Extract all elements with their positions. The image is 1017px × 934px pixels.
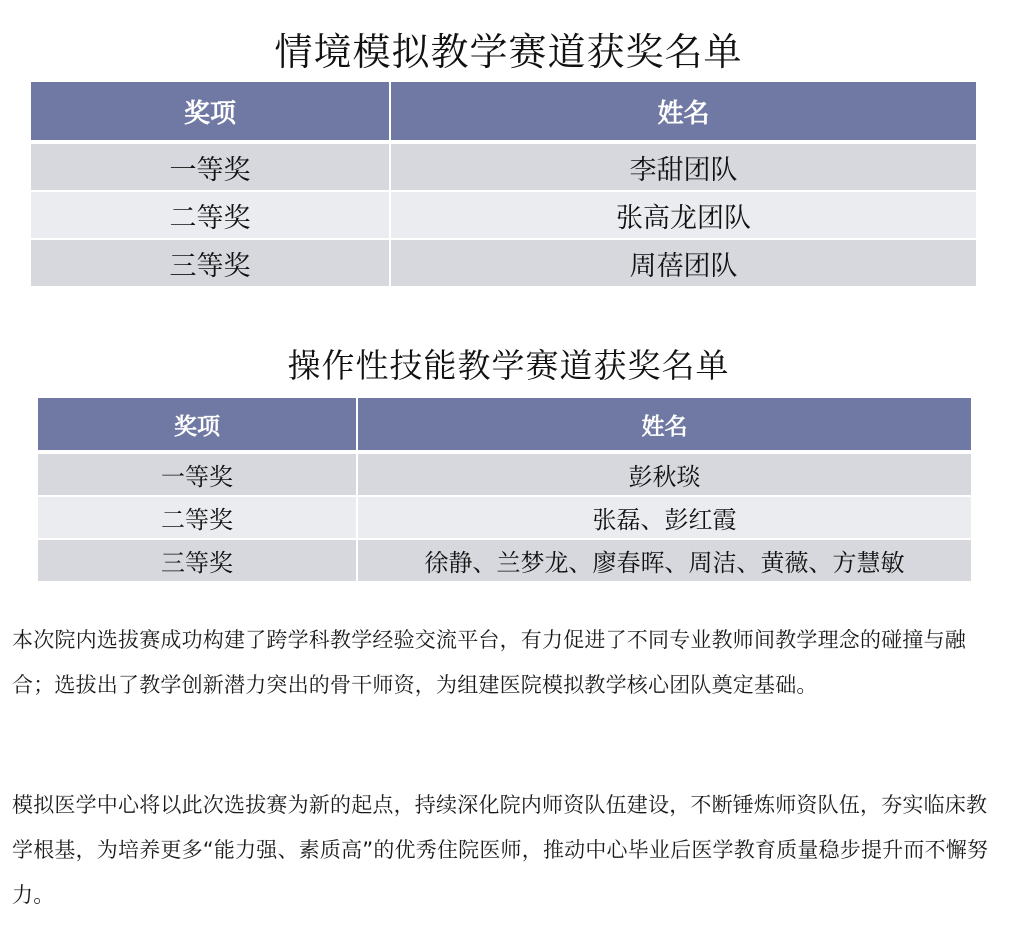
table-title-procedural: 操作性技能教学赛道获奖名单 <box>287 346 730 385</box>
header-name: 姓名 <box>389 82 976 140</box>
name-cell: 周蓓团队 <box>389 238 976 286</box>
table-title-situational: 情境模拟教学赛道获奖名单 <box>274 30 743 74</box>
table-row <box>38 450 971 495</box>
award-cell: 一等奖 <box>31 140 389 190</box>
table-row <box>31 190 976 238</box>
name-cell: 张高龙团队 <box>389 190 976 238</box>
header-award: 奖项 <box>38 398 356 450</box>
name-cell: 李甜团队 <box>389 140 976 190</box>
header-award: 奖项 <box>31 82 389 140</box>
paragraph-outlook: 模拟医学中心将以此次选拔赛为新的起点，持续深化院内师资队伍建设，不断锤炼师资队伍，夯实临床教学根基，为培养更多“能力强、素质高”的优秀住院医师，推动中心毕业后医学教育质量稳步提升而不懈努力。 <box>12 793 989 907</box>
table-row <box>31 140 976 190</box>
table-row <box>38 538 971 581</box>
award-cell: 三等奖 <box>38 538 356 581</box>
paragraph-summary: 本次院内选拔赛成功构建了跨学科教学经验交流平台，有力促进了不同专业教师间教学理念的碰撞与融合；选拔出了教学创新潜力突出的骨干师资，为组建医院模拟教学核心团队奠定基础。 <box>12 628 966 697</box>
table-header-row <box>31 82 976 140</box>
award-table-procedural <box>38 398 971 581</box>
table-row <box>38 495 971 538</box>
award-cell: 三等奖 <box>31 238 389 286</box>
table-row <box>31 238 976 286</box>
name-cell: 徐静、兰梦龙、廖春晖、周洁、黄薇、方慧敏 <box>356 538 971 581</box>
name-cell: 张磊、彭红霞 <box>356 495 971 538</box>
header-name: 姓名 <box>356 398 971 450</box>
table-header-row <box>38 398 971 450</box>
name-cell: 彭秋琰 <box>356 450 971 495</box>
award-cell: 二等奖 <box>31 190 389 238</box>
award-cell: 二等奖 <box>38 495 356 538</box>
award-table-situational <box>31 82 976 286</box>
award-cell: 一等奖 <box>38 450 356 495</box>
